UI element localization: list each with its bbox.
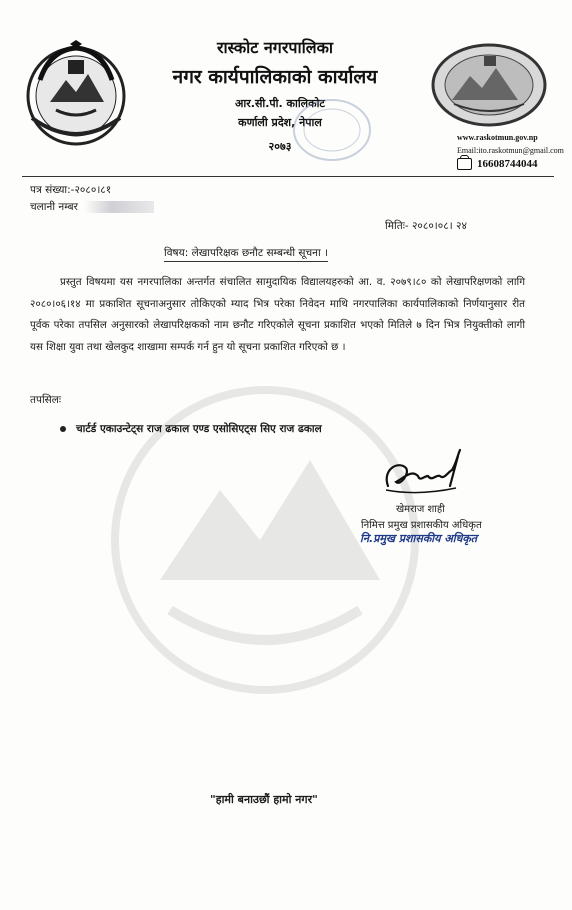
footer-slogan: "हामी बनाउछौं हामो नगर"	[210, 793, 318, 806]
phone-line	[457, 158, 538, 170]
letter-date: मितिः- २०८०।०८। २४	[385, 220, 467, 232]
office-name: नगर कार्यपालिकाको कार्यालय	[172, 66, 378, 88]
phone-icon	[457, 158, 472, 170]
letter-body: प्रस्तुत विषयमा यस नगरपालिका अन्तर्गत संचालित सामुदायिक विद्यालयहरुको आ. व. २०७९।८० को लेखापरिक्षणको लागि २०८०।०६।१४ मा प्रकाशित सूचनाअनुसार तोकिएको म्याद भित्र परेका निवेदन माथि नगरपालिका कार्यपालिकाको निर्णयानुसार रीत पूर्वक परेका तपसिल अनुसारको लेखापरिक्षकको नाम छनौट गरिएकोले सूचना प्रकाशित भएको मितिले ७ दिन भित्र नियुक्तीको लागी यस शिक्षा युवा तथा खेलकुद शाखामा सम्पर्क गर्न हुन यो सूचना प्रकाशित गरिएको छ ।	[30, 276, 525, 353]
handwritten-signature	[378, 446, 468, 502]
list-label: तपसिलः	[30, 394, 62, 406]
bullet-icon	[60, 426, 66, 432]
list-item	[60, 422, 322, 436]
dispatch-number-smudge	[84, 201, 154, 213]
municipality-logo-icon	[430, 42, 548, 128]
email-text: Email:ito.raskotmun@gmail.com	[457, 146, 564, 155]
website-text: www.raskotmun.gov.np	[457, 133, 538, 142]
dispatch-number	[30, 200, 154, 214]
reference-number: पत्र संख्या:-२०८०।८१	[30, 184, 112, 196]
letter-subject: विषय: लेखापरिक्षक छनौट सम्बन्धी सूचना ।	[164, 246, 328, 262]
municipality-name: रास्कोट नगरपालिका	[216, 38, 334, 57]
faint-stamp-icon	[290, 95, 375, 165]
office-address: आर.सी.पी. कालिकोट	[235, 97, 325, 110]
government-emblem-icon	[20, 40, 132, 148]
dispatch-number-label: चलानी नम्बर	[30, 201, 78, 213]
established-year: २०७३	[268, 140, 292, 153]
signatory-name: खेमराज शाही	[396, 504, 445, 515]
list-item-text: चार्टर्ड एकाउन्टेट्स राज ढकाल एण्ड एसोसिएट्स सिए राज ढकाल	[76, 423, 322, 435]
signatory-stamp: नि.प्रमुख प्रशासकीय अधिकृत	[360, 532, 478, 545]
phone-number: 16608744044	[477, 158, 538, 170]
office-province: कर्णाली प्रदेश, नेपाल	[238, 116, 322, 129]
header-divider	[22, 176, 554, 177]
signatory-title: निमित्त प्रमुख प्रशासकीय अधिकृत	[361, 520, 482, 531]
